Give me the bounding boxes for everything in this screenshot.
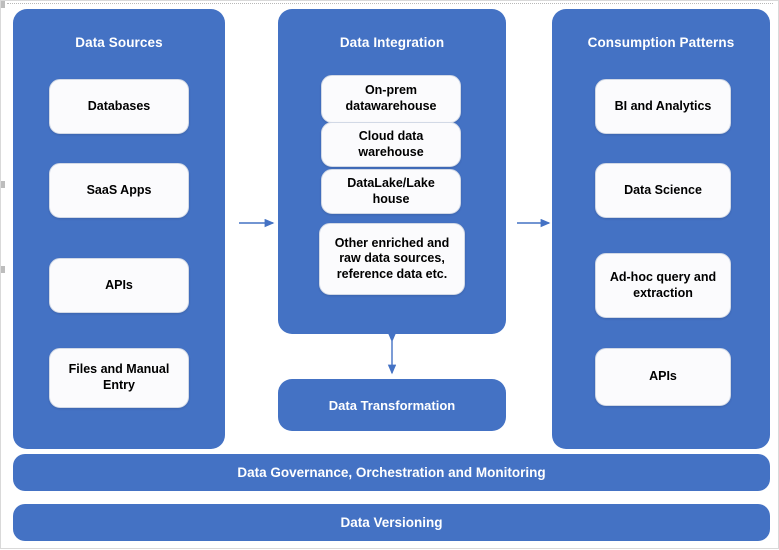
card-databases[interactable]: Databases [49, 79, 189, 134]
group-title-data-sources: Data Sources [75, 35, 163, 50]
canvas-handle-left-lower[interactable] [1, 266, 5, 273]
canvas-handle-left-middle[interactable] [1, 181, 5, 188]
card-ad-hoc-query-and-extraction[interactable]: Ad-hoc query and extraction [595, 253, 731, 318]
card-apis-sources[interactable]: APIs [49, 258, 189, 313]
canvas-top-edge [7, 3, 773, 5]
card-files-and-manual-entry[interactable]: Files and Manual Entry [49, 348, 189, 408]
card-other-enriched-raw-data[interactable]: Other enriched and raw data sources, reference data etc. [319, 223, 465, 295]
bar-data-versioning[interactable]: Data Versioning [13, 504, 770, 541]
card-data-science[interactable]: Data Science [595, 163, 731, 218]
group-title-consumption-patterns: Consumption Patterns [587, 35, 735, 50]
card-cloud-data-warehouse[interactable]: Cloud data warehouse [321, 122, 461, 167]
group-title-data-integration: Data Integration [339, 35, 445, 50]
card-saas-apps[interactable]: SaaS Apps [49, 163, 189, 218]
card-datalake-lakehouse[interactable]: DataLake/Lake house [321, 169, 461, 214]
card-apis-consumption[interactable]: APIs [595, 348, 731, 406]
bar-data-governance[interactable]: Data Governance, Orchestration and Monitoring [13, 454, 770, 491]
box-data-transformation[interactable]: Data Transformation [278, 379, 506, 431]
canvas-handle-top-left[interactable] [1, 1, 5, 8]
card-bi-and-analytics[interactable]: BI and Analytics [595, 79, 731, 134]
card-on-prem-datawarehouse[interactable]: On-prem datawarehouse [321, 75, 461, 123]
